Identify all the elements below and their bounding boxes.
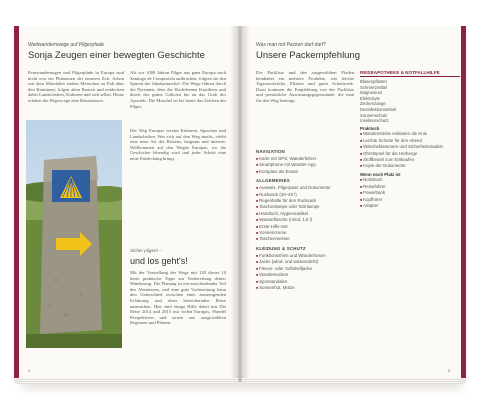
list-item: ■ Fleece- oder Softshelljacke [256, 266, 354, 272]
left-page-number: 4 [28, 368, 31, 373]
sidebar-heading: REISEAPOTHEKE & NOTFALLHILFE [360, 70, 460, 77]
left-body-col2: Der Weg Europas vereint Kulturen, Sprachen und Landschaften. Wer sich auf den Weg macht, erlebt eine neue Art des Reisens, langsam und intensiv. Willkommen auf den Wegen Europas, wo die Geschichte lebendig wird und jeder Schritt eine neue Entdeckung bringt. [130, 128, 226, 161]
tip-item: ■ Leichte Schuhe für den Abend [360, 138, 460, 144]
left-intro-col2: Als vor 1000 Jahren Pilger aus ganz Europa nach Santiago de Compostela aufbrachen, folgten sie den Spuren der Jakobsmuschel. Die Wege führen durch die Pyrenäen, über die Hochebenen Kastiliens und durch das grüne Galicien bis an das Grab des Apostels. Die Muschel ist bis heute das Zeichen der Pilger. [130, 70, 226, 109]
list-item: ■ Jacke (wind- und wasserdicht) [256, 259, 354, 265]
list-item: ■ Handtuch, Hygieneartikel [256, 211, 354, 217]
sidebar-line: Zeckenzange [360, 101, 386, 107]
sidebar-line: Schmerzmittel [360, 84, 388, 90]
sidebar-line: Sonnenschutz [360, 112, 388, 118]
left-title: Sonja Zeugen einer bewegten Geschichte [28, 50, 205, 61]
sub-title: und los geht's! [130, 256, 188, 266]
list-item: ■ Wasserflasche (mind. 1,5 l) [256, 217, 354, 223]
left-kicker: Weitwandernwege auf Pilgerpfade [28, 42, 105, 48]
sidebar-line: Insektenschutz [360, 118, 389, 124]
tips-heading: Praktisch [360, 125, 380, 131]
tip-item: ■ Kopie der Dokumente [360, 163, 460, 169]
section-heading-clothing: KLEIDUNG & SCHUTZ [256, 245, 306, 251]
list-item: ■ Regenhülle für den Rucksack [256, 198, 354, 204]
list-item: ■ Sonnencreme [256, 230, 354, 236]
list-item: ■ Sportsandalen [256, 279, 354, 285]
sidebar-line: Desinfektionsmittel [360, 106, 397, 112]
list-item: ■ Taschenmesser [256, 236, 354, 242]
left-page [14, 26, 238, 378]
list-item: ■ Rucksack (30–40 l) [256, 192, 354, 198]
list-item: ■ Taschenlampe oder Stirnlampe [256, 204, 354, 210]
tip-item: ■ Wäscheklammern und Sicherheitsnadeln [360, 144, 460, 150]
sidebar-line: Elektrolyte [360, 95, 381, 101]
extra-item: ■ Kopfhörer [360, 197, 460, 203]
sidebar-line: Magnesium [360, 90, 383, 96]
list-item: ■ Funktionsshirts und Wanderhosen [256, 253, 354, 259]
packing-list [256, 146, 354, 368]
right-thumb-tab [461, 26, 466, 378]
tip-item: ■ Wanderstöcke entlasten die Knie [360, 131, 460, 137]
right-kicker: Was man mit Packen darf darf? [256, 42, 326, 48]
section-heading-general: ALLGEMEINES [256, 178, 290, 184]
waymarker-photo [26, 120, 122, 348]
book-gutter [230, 26, 250, 382]
sub-body: Mit der Vorstellung der Wege mit 120 dieser 10 beste praktische Tipps zur Vorbereitung deiner Wanderung. Die Planung ist ein entscheidender Teil des Abenteuers, und eine gute Vorbereitung kann den Unterschied zwischen einer anstrengenden Erfahrung und einer bereichernden Reise ausmachen. Hier sind einige Hilfe dabei mit Die Reise 2014 und 2015 mit vielen Europas, Wandel Perspektiven und neuen aus ausgewählten Regionen und Plätzen. [130, 270, 226, 326]
extra-heading: Wenn noch Platz ist [360, 171, 401, 177]
tip-item: ■ Stoffbeutel zum Einkaufen [360, 157, 460, 163]
list-item: ■ Wandersocken [256, 272, 354, 278]
sub-kicker: Sicher pilgern – [130, 248, 162, 253]
right-page [242, 26, 466, 378]
right-page-edges [242, 378, 466, 384]
left-page-edges [14, 378, 238, 384]
list-item: ■ Ausweis, Pilgerpass und Dokumente [256, 185, 354, 191]
left-thumb-tab [14, 26, 19, 378]
list-item: ■ Erste-Hilfe-Set [256, 224, 354, 230]
right-title: Unsere Packempfehlung [256, 50, 361, 61]
section-heading-navigation: NAVIGATION [256, 149, 285, 154]
list-item: ■ Karte mit GPS, Wanderführer [256, 156, 354, 162]
left-intro-col1: Fernwanderungen und Pilgerpfade in Europa sind nicht erst ein Phänomen der neueren Zeit. Schon seit dem Mittelalter ziehen Menschen zu Fuß über den Kontinent, folgen alten Routen und entdecken dabei Landschaften, Kulturen und sich selbst. Heute erleben die Pilgerwege eine Renaissance. [28, 70, 124, 103]
sidebar-box [360, 70, 460, 370]
list-item: ■ Kompass als Ersatz [256, 169, 354, 175]
extra-item: ■ Powerbank [360, 190, 460, 196]
right-page-number: 5 [448, 368, 451, 373]
sidebar-line: Blasenpflaster [360, 79, 388, 84]
list-item: ■ Sonnenhut, Mütze [256, 285, 354, 291]
list-item: ■ Smartphone mit Wander-App [256, 162, 354, 168]
extra-item: ■ Reiseführer [360, 184, 460, 190]
right-intro: Die Packliste und den ausgewählten Pfaden beinhaltet ein mehrere Produkte, wie leichte Tagesrucksäcke, Pflaster und gutes Schuhwerk. Dazu kommen die Empfehlung von der Packliste und persönliche Ausrüstungsgegenstände, die man für den Weg benötigt. [256, 70, 354, 103]
extra-item: ■ Adapter [360, 203, 460, 209]
extra-item: ■ Notizbuch [360, 177, 460, 183]
tip-item: ■ Ohrstöpsel für die Herberge [360, 151, 460, 157]
open-book [14, 26, 466, 384]
